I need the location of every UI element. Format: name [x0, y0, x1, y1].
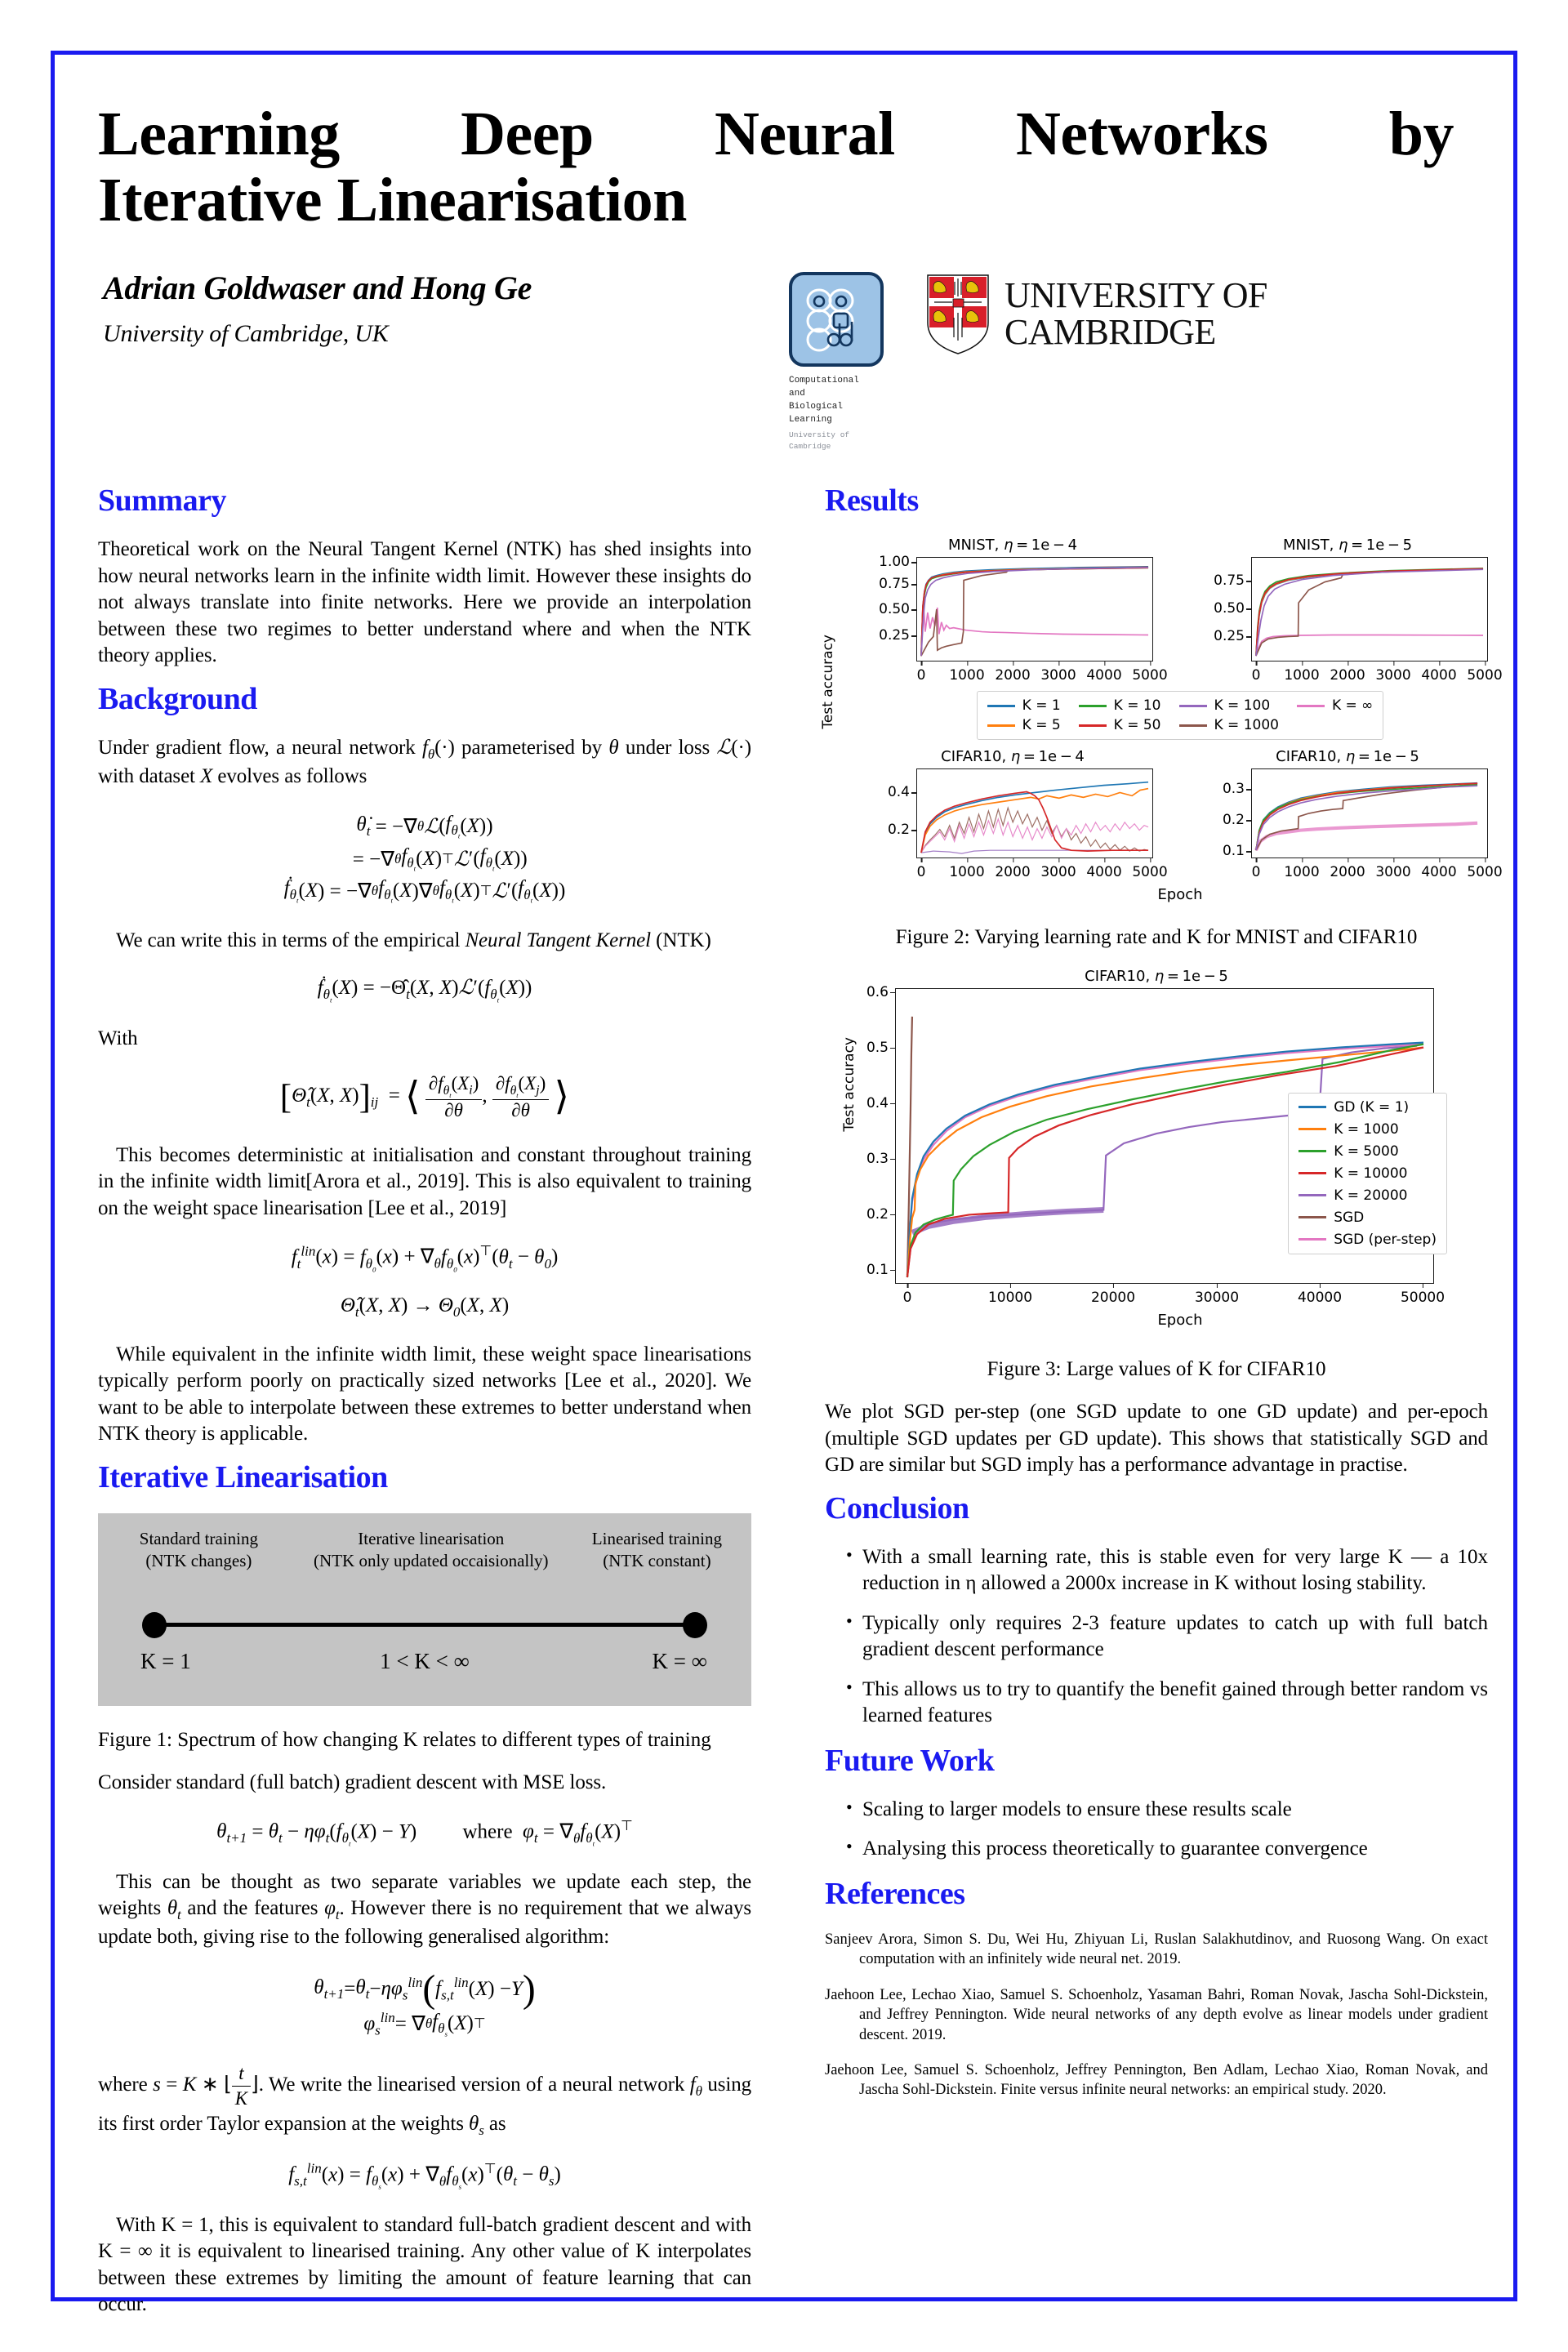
- list-item: • Scaling to larger models to ensure these results scale: [846, 1797, 1488, 1824]
- xtick-5000: 5000: [1467, 858, 1502, 880]
- legend-label-k100: K = 100: [1214, 697, 1271, 715]
- chart-mnist-lr1e4: [872, 537, 1168, 684]
- xtick-40000: 40000: [1298, 1283, 1342, 1306]
- figure-3-ylabel: Test accuracy: [841, 1036, 858, 1132]
- legend-item-k1: [987, 697, 1061, 714]
- xtick-5000: 5000: [1132, 661, 1167, 684]
- ntk-sentence: We can write this in terms of the empirical Neural Tangent Kernel (NTK): [116, 929, 711, 951]
- cbl-caption-line2: Biological Learning: [789, 401, 844, 425]
- legend-item-gd-k1: [1298, 1099, 1437, 1116]
- title-line-2: Iterative Linearisation: [98, 165, 687, 234]
- legend-swatch-k1000: [1298, 1128, 1326, 1130]
- section-heading-iterative-linearisation: Iterative Linearisation: [98, 1459, 388, 1494]
- legend-item-empty: [1297, 717, 1373, 733]
- xtick-4000: 4000: [1086, 661, 1121, 684]
- legend-item-k5: [987, 717, 1061, 733]
- reference-item: Sanjeev Arora, Simon S. Du, Wei Hu, Zhiyuan Li, Ruslan Salakhutdinov, and Ruosong Wang. On exact computation with an infinitely wide neural net. 2019.: [825, 1931, 1488, 1968]
- legend-item-k1000: [1179, 717, 1279, 733]
- ytick-0.5: 0.5: [866, 1040, 896, 1056]
- with-label: With: [98, 1027, 138, 1049]
- legend-item-k100: [1179, 697, 1279, 714]
- legend-item-k1000: [1298, 1121, 1437, 1138]
- chart-mnist-lr1e5: [1207, 537, 1503, 684]
- figure-3: [825, 968, 1488, 1329]
- xtick-50000: 50000: [1401, 1283, 1445, 1306]
- xtick-4000: 4000: [1421, 661, 1456, 684]
- legend-label-kinf: K = ∞: [1331, 697, 1374, 715]
- author-affiliation: University of Cambridge, UK: [103, 320, 389, 348]
- section-heading-conclusion: Conclusion: [825, 1490, 969, 1526]
- xtick-4000: 4000: [1421, 858, 1456, 880]
- summary-text: Theoretical work on the Neural Tangent Kernel (NTK) has shed insights into how neural networks learn in the infinite width limit. However these insights do not always translate into finite networks. Here we provide an interpolation between these two regimes to better understand where and when the NTK theory applies.: [98, 538, 751, 667]
- chart-title-mnist-lr1e4: MNIST, η = 1e − 4: [947, 537, 1078, 555]
- ytick-0.3: 0.3: [866, 1151, 896, 1167]
- figure-2: [820, 537, 1503, 904]
- chart-lines-mnist-lr1e4: [917, 558, 1152, 661]
- equation-generalised-algorithm: [98, 1967, 751, 2038]
- legend-label-k20000: K = 20000: [1334, 1187, 1408, 1204]
- equation-ntk-dynamics: $ḟ_{\theta_t}(X)$ = $-\Thetâ_t(X$, $X)ℒ'(f_{\theta_t}(X))$: [317, 977, 532, 1004]
- chart-cifar10-lr1e5: [1207, 748, 1503, 881]
- ytick-0.2: 0.2: [888, 822, 917, 838]
- reference-item: Jaehoon Lee, Samuel S. Schoenholz, Jeffrey Pennington, Ben Adlam, Lechao Xiao, Roman Novak, and Jascha Sohl-Dickstein. Finite versus infinite neural networks: an empirical study. 2020.: [825, 2061, 1488, 2099]
- cbl-mark-icon: [789, 272, 884, 367]
- xtick-1000: 1000: [949, 858, 984, 880]
- xtick-1000: 1000: [1284, 858, 1319, 880]
- ytick-0.25: 0.25: [1214, 628, 1252, 644]
- legend-label-k1: K = 1: [1022, 697, 1061, 715]
- equation-line-3: $ḟ_{\theta_t}$ ( X ) = −∇ θ $f_{\theta_t}$ ( X )∇ θ $f_{\theta_t}$ ( X ) ⊤ ℒ ′( $f_{\theta_t}$ ( X )): [283, 877, 566, 905]
- legend-swatch-kinf: [1297, 705, 1325, 707]
- equation-gradient-descent-step: $\theta_{t+1} = \theta_t - \eta\varphi_t(f_{\theta_t}(X) - Y)$ where $\varphi_t = \nabla_\theta f_{\theta_t}(X)^⊤$: [216, 1817, 633, 1848]
- conclusion-bullets: [825, 1544, 1488, 1730]
- xtick-2000: 2000: [995, 661, 1030, 684]
- spectrum-k-left: K = 1: [140, 1648, 191, 1673]
- xtick-3000: 3000: [1040, 661, 1076, 684]
- legend-swatch-k5000: [1298, 1150, 1326, 1152]
- legend-swatch-gd-k1: [1298, 1106, 1326, 1108]
- legend-swatch-k10000: [1298, 1172, 1326, 1174]
- authors-and-logos: [98, 269, 1470, 452]
- title-line-1: Learning Deep Neural Networks by: [98, 100, 1454, 168]
- ytick-0.1: 0.1: [1223, 843, 1252, 859]
- xtick-0: 0: [1252, 858, 1261, 880]
- spectrum-label-left: [119, 1528, 278, 1573]
- spectrum-label-center-line1: Iterative linearisation: [358, 1528, 505, 1548]
- poster-columns: [98, 483, 1503, 2329]
- spectrum-endpoint-right: [683, 1612, 707, 1638]
- legend-item-kinf: [1297, 697, 1373, 714]
- ytick-0.75: 0.75: [879, 576, 917, 592]
- iterative-para-5: where s = K ∗ ⌊ $\frac{t}{K}$ ⌋. We write the linearised version of a neural network $f_\theta$ using its first order Taylor expansion at the weights $\theta_s$ as: [98, 2063, 752, 2138]
- legend-item-k50: [1079, 717, 1161, 733]
- chart-title-cifar10-lr1e4: CIFAR10, η = 1e − 4: [941, 748, 1085, 766]
- references-list: [825, 1930, 1488, 2100]
- legend-item-k20000: [1298, 1187, 1437, 1204]
- xtick-2000: 2000: [1330, 858, 1365, 880]
- cbl-glyph-icon: [801, 284, 871, 354]
- right-column: [817, 483, 1503, 2329]
- spectrum-label-center: [278, 1528, 584, 1573]
- xtick-3000: 3000: [1375, 858, 1410, 880]
- legend-label-k5000: K = 5000: [1334, 1143, 1399, 1160]
- ytick-0.4: 0.4: [888, 784, 917, 800]
- section-heading-references: References: [825, 1876, 965, 1911]
- legend-swatch-sgd-per-step: [1298, 1238, 1326, 1241]
- spectrum-label-right-line2: (NTK constant): [603, 1551, 711, 1571]
- ytick-0.2: 0.2: [1223, 812, 1252, 828]
- xtick-4000: 4000: [1086, 858, 1121, 880]
- xtick-0: 0: [917, 858, 926, 880]
- cbl-caption: [789, 375, 879, 452]
- xtick-2000: 2000: [995, 858, 1030, 880]
- xtick-2000: 2000: [1330, 661, 1365, 684]
- chart-title-mnist-lr1e5: MNIST, η = 1e − 5: [1282, 537, 1413, 555]
- xtick-10000: 10000: [988, 1283, 1032, 1306]
- figure-2-legend: [977, 691, 1384, 740]
- spectrum-k-right: K = ∞: [652, 1648, 707, 1673]
- equation-line-2: = −∇ θ $f_{\theta_t}$ ( X ) ⊤ ℒ ′( $f_{\theta_t}$ ( X )): [322, 844, 528, 873]
- legend-label-gd-k1: GD (K = 1): [1334, 1098, 1410, 1116]
- legend-label-k1000: K = 1000: [1334, 1120, 1399, 1138]
- ytick-0.75: 0.75: [1214, 572, 1252, 589]
- xtick-3000: 3000: [1375, 661, 1410, 684]
- ytick-0.50: 0.50: [1214, 600, 1252, 617]
- figure-3-caption: Figure 3: Large values of K for CIFAR10: [987, 1357, 1326, 1380]
- legend-item-k10: [1079, 697, 1161, 714]
- list-item: • Typically only requires 2-3 feature updates to catch up with full batch gradient descent performance: [846, 1610, 1488, 1664]
- chart-lines-cifar10-lr1e5: [1252, 769, 1487, 858]
- equation-ntk-definition: [$\Thetâ_t(X$, $X)]_{ij}$ = ⟨ $\frac{\partial f_{\theta_t}(X_i)}{\partial\theta}$ , $\frac{\partial f_{\theta_t}(X_j)}{\partial\theta}$ ⟩: [279, 1073, 570, 1120]
- legend-label-sgd-per-step: SGD (per-step): [1334, 1231, 1437, 1248]
- iterative-para-6: With K = 1, this is equivalent to standard full-batch gradient descent and with K = ∞ it is equivalent to linearised training. Any other value of K interpolates between these extremes by limiting the amount of feature learning that can occur.: [98, 2213, 751, 2316]
- xtick-5000: 5000: [1132, 858, 1167, 880]
- legend-swatch-k20000: [1298, 1194, 1326, 1196]
- legend-swatch-sgd: [1298, 1216, 1326, 1218]
- spectrum-label-left-line2: (NTK changes): [145, 1551, 252, 1571]
- section-heading-summary: Summary: [98, 483, 226, 519]
- generalised-algorithm-line-2: $\varphi_s^{lin}$ = ∇ θ $f_{\theta_s}$ ( X ) ⊤: [363, 2009, 486, 2038]
- reference-item: Jaehoon Lee, Lechao Xiao, Samuel S. Schoenholz, Yasaman Bahri, Roman Novak, Jascha Sohl-Dickstein, and Jeffrey Pennington. Wide neural networks of any depth evolve as linear models under gradient descent. 2019.: [825, 1986, 1488, 2043]
- legend-swatch-k1: [987, 705, 1015, 707]
- ytick-1.00: 1.00: [879, 554, 917, 570]
- spectrum-label-right: [584, 1528, 730, 1573]
- chart-title-cifar10-large-k: CIFAR10, η = 1e − 5: [1085, 967, 1228, 985]
- chart-lines-mnist-lr1e5: [1252, 558, 1487, 661]
- spectrum-k-center: 1 < K < ∞: [380, 1648, 470, 1673]
- figure-3-xlabel: Epoch: [1157, 1311, 1203, 1329]
- legend-swatch-k50: [1079, 724, 1107, 727]
- legend-label-k5: K = 5: [1022, 717, 1061, 734]
- future-work-bullets: [825, 1797, 1488, 1863]
- chart-cifar10-lr1e4: [872, 748, 1168, 881]
- section-heading-results: Results: [825, 483, 919, 519]
- generalised-algorithm-line-1: $\theta_{t+1}$ = $\theta_t$ − $\eta\varphi_s^{lin}$ ( $f_{s,t}^{lin}$ ( X ) − Y ): [314, 1967, 536, 2011]
- xtick-5000: 5000: [1467, 661, 1502, 684]
- ytick-0.3: 0.3: [1223, 781, 1252, 797]
- cbl-logo: [789, 272, 879, 452]
- legend-item-sgd-per-step: [1298, 1232, 1437, 1248]
- background-intro: Under gradient flow, a neural network $f_\theta(\cdot)$ parameterised by θ under loss ℒ(·) with dataset X evolves as follows: [98, 736, 751, 787]
- spectrum-label-right-line1: Linearised training: [591, 1528, 722, 1548]
- spectrum-endpoint-left: [142, 1612, 167, 1638]
- page-title: [98, 101, 1454, 233]
- logos: [789, 269, 1267, 452]
- legend-item-k10000: [1298, 1165, 1437, 1182]
- equation-line-1: $\thetȧ_t$ = −∇ θ ℒ ( $f_{\theta_t}$ ( X )): [356, 813, 493, 840]
- xtick-0: 0: [1252, 661, 1261, 684]
- figure-2-caption: Figure 2: Varying learning rate and K for MNIST and CIFAR10: [895, 926, 1418, 949]
- figure-2-ylabel: Test accuracy: [820, 635, 836, 729]
- cambridge-line-2: CAMBRIDGE: [1004, 312, 1216, 353]
- list-item: • With a small learning rate, this is stable even for very large K — a 10x reduction in η allowed a 2000x increase in K without losing stability.: [846, 1544, 1488, 1597]
- legend-swatch-k100: [1179, 705, 1207, 707]
- xtick-20000: 20000: [1091, 1283, 1135, 1306]
- background-para-2: This becomes deterministic at initialisation and constant throughout training in the infinite width limit[Arora et al., 2019]. This is also equivalent to training on the weight space linearisation [Lee et al., 2019]: [98, 1143, 751, 1219]
- ytick-0.6: 0.6: [866, 984, 896, 1000]
- xtick-1000: 1000: [949, 661, 984, 684]
- xtick-0: 0: [917, 661, 926, 684]
- cambridge-wordmark: [1004, 275, 1267, 353]
- ytick-0.2: 0.2: [866, 1206, 896, 1223]
- figure-3-legend: [1288, 1093, 1447, 1254]
- figure-3-text: We plot SGD per-step (one SGD update to one GD update) and per-epoch (multiple SGD updates per GD update). This shows that statistically SGD and GD are similar but SGD imply has a performance advantage in practise.: [825, 1401, 1488, 1477]
- legend-label-k10000: K = 10000: [1334, 1165, 1408, 1182]
- cambridge-crest-icon: [926, 274, 990, 355]
- equation-weight-space-linearisation: $f_t^{lin}(x) = f_{\theta_0}(x) + \nabla_\theta f_{\theta_0}(x)^⊤(\theta_t - \theta_0)$: [291, 1243, 559, 1273]
- cambridge-line-1: UNIVERSITY OF: [1004, 275, 1267, 316]
- background-para-3: While equivalent in the infinite width limit, these weight space linearisations typically perform poorly on practically sized networks [Lee et al., 2020]. We want to be able to interpolate between these extremes to better understand when NTK theory is applicable.: [98, 1343, 751, 1446]
- xtick-3000: 3000: [1040, 858, 1076, 880]
- author-names: Adrian Goldwaser and Hong Ge: [103, 270, 532, 307]
- author-block: [98, 269, 789, 348]
- iterative-para-4: This can be thought as two separate variables we update each step, the weights $\theta_t$ and the features $\varphi_t$. However there is no requirement that we always update both, giving rise to the following generalised algorithm:: [98, 1870, 751, 1949]
- legend-label-k10: K = 10: [1113, 697, 1161, 715]
- cbl-caption-line3: University of Cambridge: [789, 430, 850, 451]
- section-heading-background: Background: [98, 681, 257, 716]
- legend-item-k5000: [1298, 1143, 1437, 1160]
- figure-2-xlabel: Epoch: [1157, 886, 1203, 904]
- xtick-30000: 30000: [1195, 1283, 1239, 1306]
- ytick-0.1: 0.1: [866, 1262, 896, 1278]
- spectrum-label-left-line1: Standard training: [139, 1528, 258, 1548]
- legend-swatch-k5: [987, 724, 1015, 727]
- chart-lines-cifar10-lr1e4: [917, 769, 1152, 858]
- list-item: • Analysing this process theoretically to guarantee convergence: [846, 1836, 1488, 1863]
- equation-ntk-limit: $\Thetâ_t(X$, $X) \to \Theta_0(X$, X): [340, 1294, 510, 1320]
- cbl-caption-line1: Computational and: [789, 376, 859, 399]
- ytick-0.4: 0.4: [866, 1095, 896, 1111]
- figure-1-spectrum: [98, 1513, 751, 1706]
- gd-sentence: Consider standard (full batch) gradient descent with MSE loss.: [98, 1771, 607, 1794]
- legend-swatch-k1000: [1179, 724, 1207, 727]
- section-heading-future-work: Future Work: [825, 1743, 995, 1778]
- spectrum-axis-line: [150, 1623, 699, 1627]
- chart-title-cifar10-lr1e5: CIFAR10, η = 1e − 5: [1276, 748, 1419, 766]
- legend-swatch-k10: [1079, 705, 1107, 707]
- xtick-0: 0: [903, 1283, 912, 1306]
- legend-label-k50: K = 50: [1113, 717, 1161, 734]
- equation-taylor-expansion: $f_{s,t}^{lin}(x) = f_{\theta_s}(x) + \nabla_\theta f_{\theta_s}(x)^⊤(\theta_t - \theta_s)$: [288, 2160, 561, 2191]
- equation-gradient-flow: [98, 813, 751, 904]
- legend-label-sgd: SGD: [1334, 1209, 1365, 1226]
- list-item: • This allows us to try to quantify the benefit gained through better random vs learned features: [846, 1677, 1488, 1730]
- legend-item-sgd: [1298, 1209, 1437, 1226]
- xtick-1000: 1000: [1284, 661, 1319, 684]
- spectrum-label-center-line2: (NTK only updated occaisionally): [314, 1551, 549, 1571]
- ytick-0.50: 0.50: [879, 601, 917, 617]
- ytick-0.25: 0.25: [879, 627, 917, 644]
- figure-1-caption: Figure 1: Spectrum of how changing K relates to different types of training: [98, 1728, 711, 1751]
- cambridge-logo: [926, 274, 1267, 355]
- left-column: [98, 483, 774, 2329]
- legend-label-k1000: K = 1000: [1214, 717, 1279, 734]
